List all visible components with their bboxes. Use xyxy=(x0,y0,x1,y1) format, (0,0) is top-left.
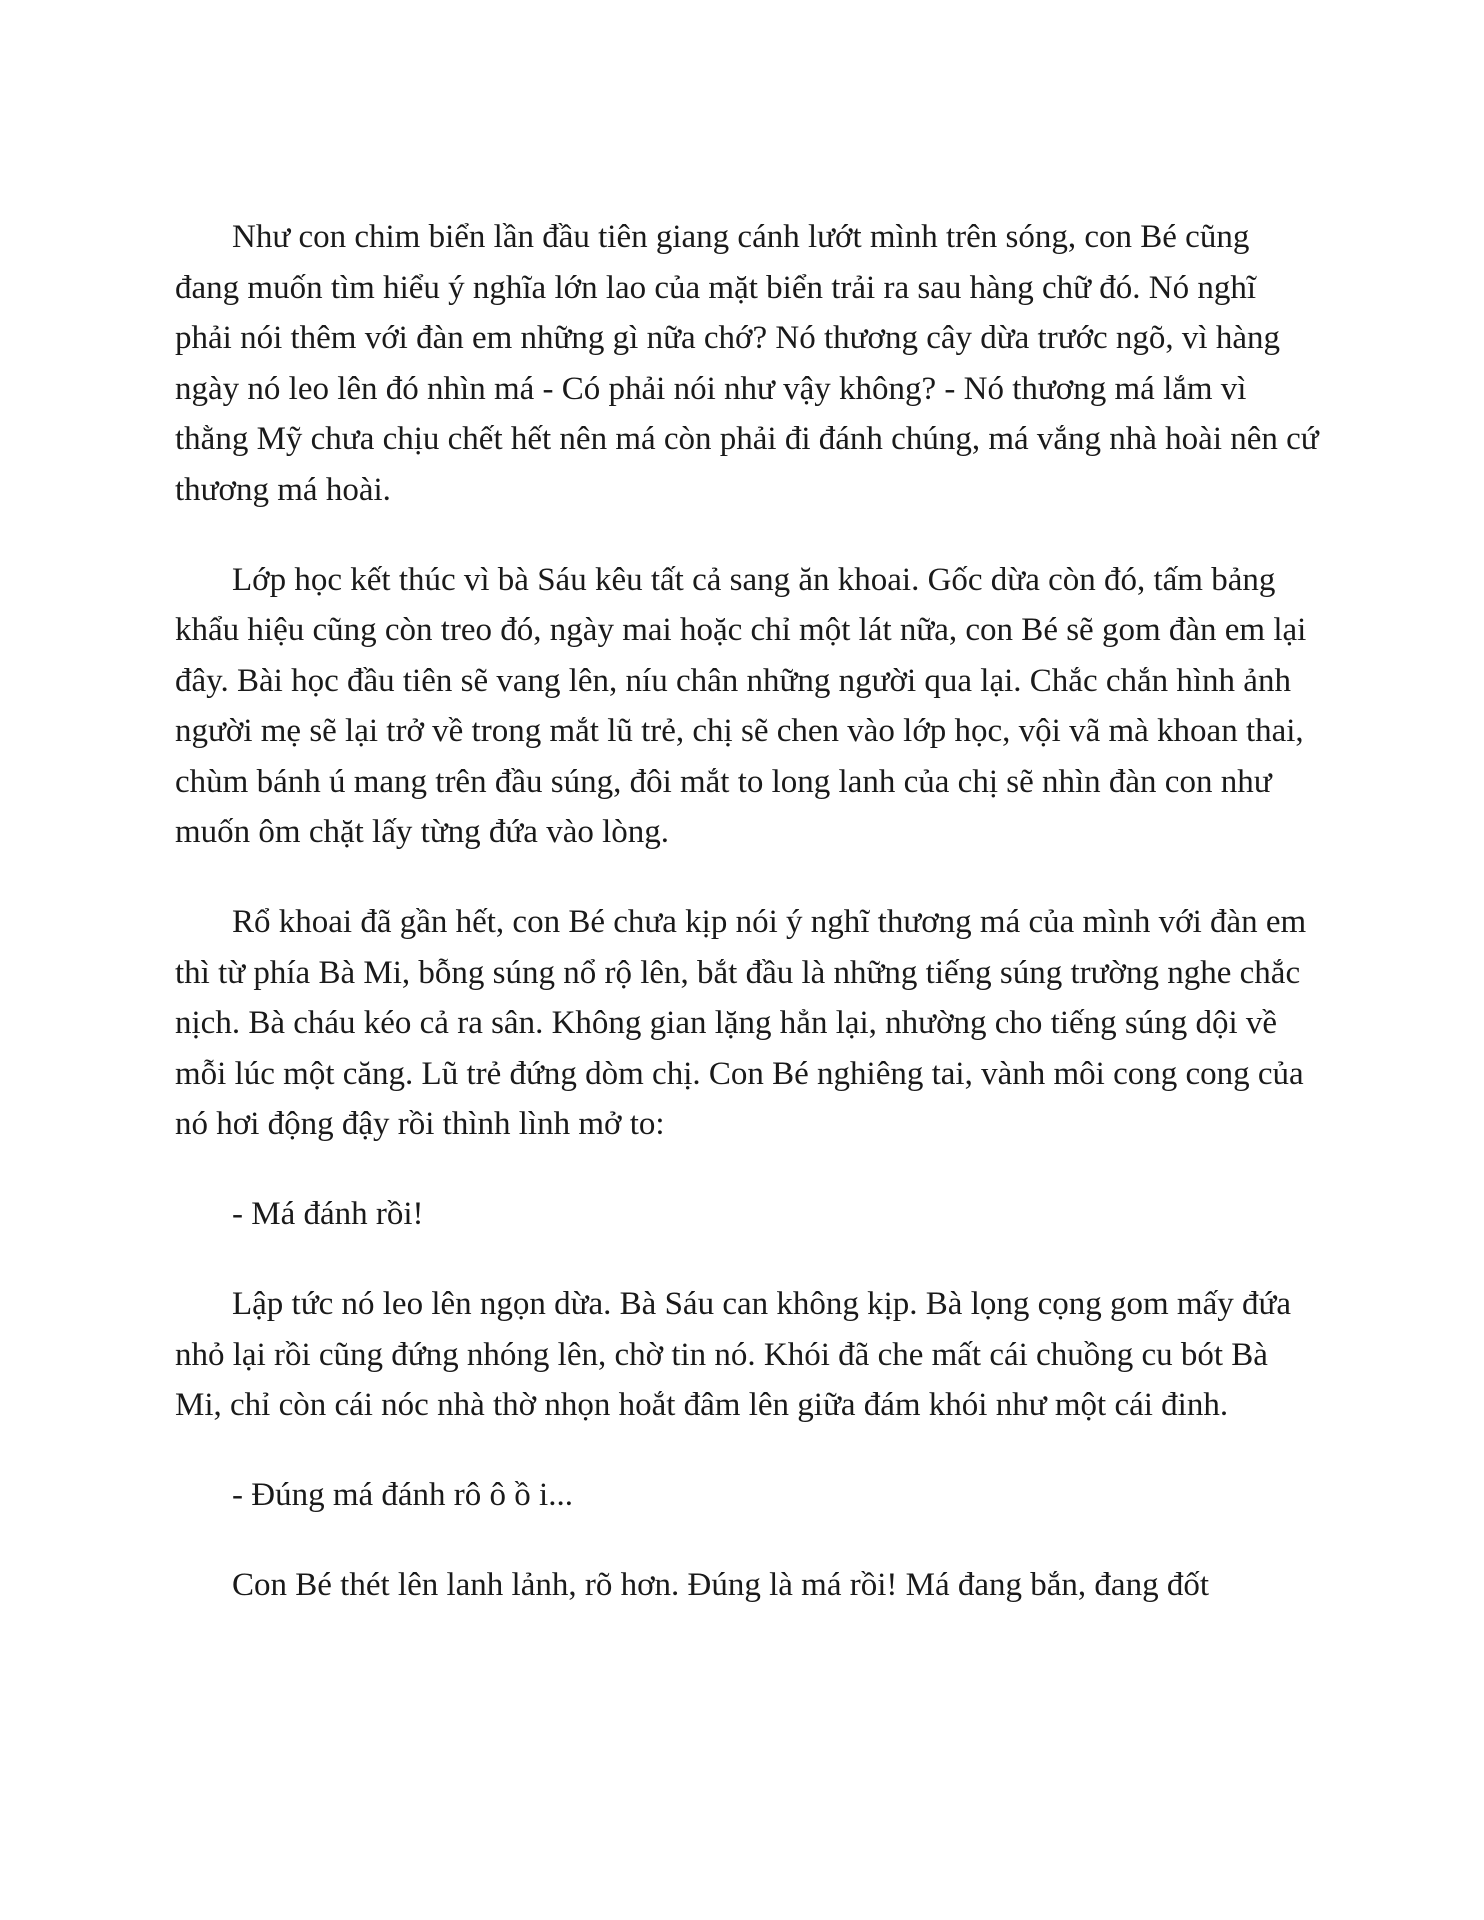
dialogue-line-1: - Má đánh rồi! xyxy=(232,1196,424,1232)
paragraph-1: Như con chim biển lần đầu tiên giang cánh lướt mình trên sóng, con Bé cũng đang muốn tìm hiểu ý nghĩa lớn lao của mặt biển trải ra sau hàng chữ đó. Nó nghĩ phải nói thêm với đàn em những gì nữa chớ? Nó thương cây dừa trước ngõ, vì hàng ngày nó leo lên đó nhìn má - Có phải nói như vậy không? - Nó thương má lắm vì thằng Mỹ chưa chịu chết hết nên má còn phải đi đánh chúng, má vắng nhà hoài nên cứ thương má hoài. xyxy=(175,219,1319,508)
paragraph-2: Lớp học kết thúc vì bà Sáu kêu tất cả sang ăn khoai. Gốc dừa còn đó, tấm bảng khẩu hiệu cũng còn treo đó, ngày mai hoặc chỉ một lát nữa, con Bé sẽ gom đàn em lại đây. Bài học đầu tiên sẽ vang lên, níu chân những người qua lại. Chắc chắn hình ảnh người mẹ sẽ lại trở về trong mắt lũ trẻ, chị sẽ chen vào lớp học, vội vã mà khoan thai, chùm bánh ú mang trên đầu súng, đôi mắt to long lanh của chị sẽ nhìn đàn con như muốn ôm chặt lấy từng đứa vào lòng. xyxy=(175,561,1307,850)
body-text xyxy=(175,212,1320,1650)
paragraph-5: Con Bé thét lên lanh lảnh, rõ hơn. Đúng là má rồi! Má đang bắn, đang đốt xyxy=(232,1567,1209,1603)
paragraph-4: Lập tức nó leo lên ngọn dừa. Bà Sáu can không kịp. Bà lọng cọng gom mấy đứa nhỏ lại rồi cũng đứng nhóng lên, chờ tin nó. Khói đã che mất cái chuồng cu bót Bà Mi, chỉ còn cái nóc nhà thờ nhọn hoắt đâm lên giữa đám khói như một cái đinh. xyxy=(175,1286,1292,1423)
dialogue-line-2: - Đúng má đánh rô ô ồ i... xyxy=(232,1477,573,1513)
paragraph-3: Rổ khoai đã gần hết, con Bé chưa kịp nói ý nghĩ thương má của mình với đàn em thì từ phía Bà Mi, bỗng súng nổ rộ lên, bắt đầu là những tiếng súng trường nghe chắc nịch. Bà cháu kéo cả ra sân. Không gian lặng hẳn lại, nhường cho tiếng súng dội về mỗi lúc một căng. Lũ trẻ đứng dòm chị. Con Bé nghiêng tai, vành môi cong cong của nó hơi động đậy rồi thình lình mở to: xyxy=(175,904,1307,1142)
